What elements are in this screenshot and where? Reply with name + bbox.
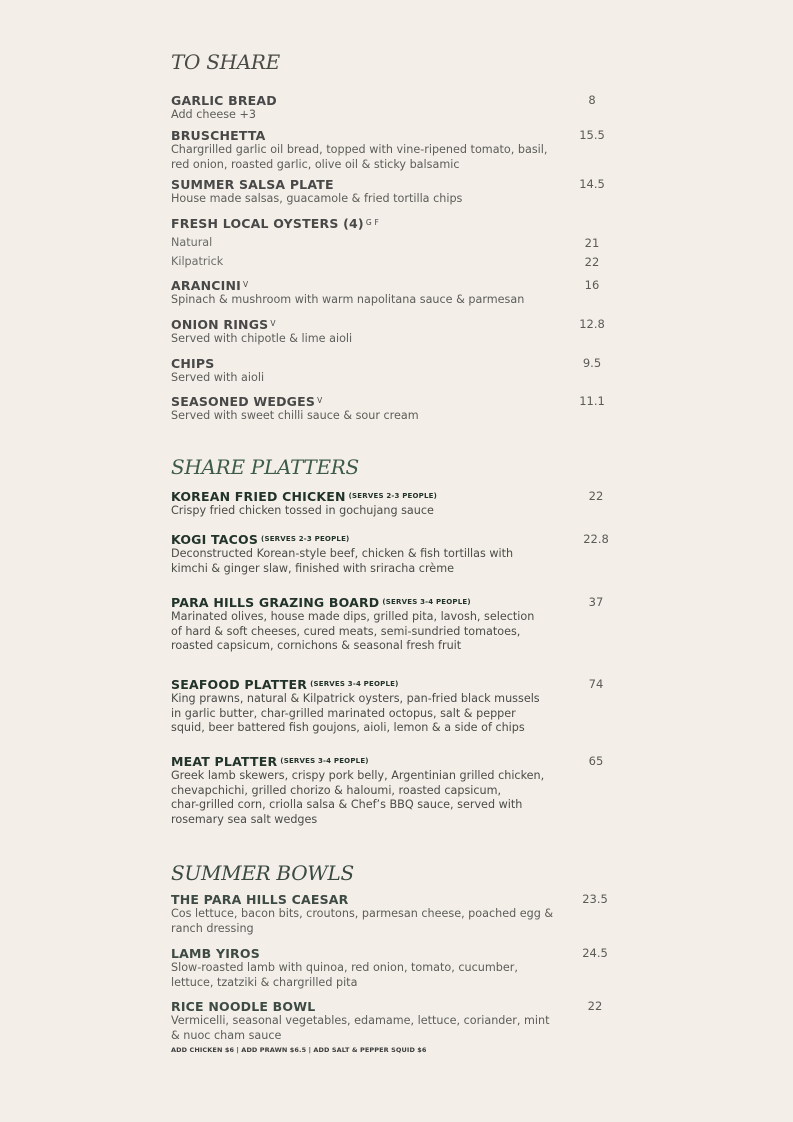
menu-item-lamb-yiros (171, 946, 611, 990)
item-price: 22.8 (583, 532, 609, 546)
item-description: in garlic butter, char-grilled marinated octopus, salt & pepper (171, 706, 516, 720)
item-price: 15.5 (579, 128, 605, 142)
item-price: 24.5 (582, 946, 608, 960)
item-description: lettuce, tzatziki & chargrilled pita (171, 975, 358, 989)
item-price: 23.5 (582, 892, 608, 906)
item-price: 8 (588, 93, 596, 107)
item-description: char-grilled corn, criolla salsa & Chef’s BBQ sauce, served with (171, 798, 523, 811)
item-price: 9.5 (582, 356, 602, 370)
item-description: rosemary sea salt wedges (171, 812, 318, 826)
item-name: MEAT PLATTER (171, 754, 278, 769)
item-name: RICE NOODLE BOWL (171, 999, 316, 1014)
menu-item-para-hills-caesar (171, 892, 611, 936)
item-description: Slow-roasted lamb with quinoa, red onion, tomato, cucumber, (171, 961, 518, 974)
item-description: Marinated olives, house made dips, grilled pita, lavosh, selection (171, 610, 535, 623)
item-name: FRESH LOCAL OYSTERS (4) (171, 216, 364, 231)
add-ons-note: ADD CHICKEN $6 | ADD PRAWN $6.5 | ADD SALT & PEPPER SQUID $6 (171, 1046, 427, 1054)
section-title-summer-bowls: SUMMER BOWLS (171, 861, 354, 885)
item-price: 74 (588, 677, 604, 691)
item-name: SEASONED WEDGES (171, 394, 316, 409)
menu-item-kogi-tacos (171, 532, 611, 576)
item-name: GARLIC BREAD (171, 93, 277, 108)
menu-item-seafood-platter (171, 677, 611, 736)
option-label: Natural (171, 236, 213, 249)
item-description: ranch dressing (171, 921, 254, 935)
menu-item-seasoned-wedges (171, 394, 611, 424)
item-name: KOGI TACOS (171, 532, 259, 547)
section-title-to-share: TO SHARE (171, 50, 280, 74)
item-name: CHIPS (171, 356, 215, 371)
option-price: 21 (584, 236, 600, 250)
menu-item-garlic-bread (171, 93, 611, 123)
vegetarian-tag: V (317, 396, 323, 405)
item-description: Crispy fried chicken tossed in gochujang sauce (171, 504, 434, 517)
menu-item-summer-salsa-plate (171, 177, 611, 207)
serves-note: (SERVES 3-4 PEOPLE) (280, 757, 369, 765)
item-price: 37 (588, 595, 604, 609)
oysters-option-kilpatrick (171, 255, 611, 269)
item-description: squid, beer battered fish goujons, aioli, lemon & a side of chips (171, 721, 525, 734)
item-price: 65 (588, 754, 604, 768)
item-description: Chargrilled garlic oil bread, topped with vine-ripened tomato, basil, (171, 143, 548, 156)
item-price: 22 (587, 999, 603, 1013)
item-description: Served with chipotle & lime aioli (171, 332, 353, 345)
menu-item-arancini (171, 278, 611, 308)
serves-note: (SERVES 2-3 PEOPLE) (348, 492, 438, 500)
item-description: Spinach & mushroom with warm napolitana sauce & parmesan (171, 293, 525, 306)
item-price: 14.5 (579, 177, 605, 191)
item-price: 12.8 (579, 317, 605, 331)
item-name: KOREAN FRIED CHICKEN (171, 489, 346, 504)
oysters-option-natural (171, 236, 611, 250)
item-description: & nuoc cham sauce (171, 1028, 282, 1042)
item-description: kimchi & ginger slaw, finished with sriracha crème (171, 561, 454, 575)
menu-item-korean-fried-chicken (171, 489, 611, 519)
item-description: roasted capsicum, cornichons & seasonal fresh fruit (171, 639, 462, 652)
menu-item-chips (171, 356, 611, 386)
serves-note: (SERVES 3-4 PEOPLE) (310, 680, 399, 688)
menu-item-para-hills-grazing-board (171, 595, 611, 654)
vegetarian-tag: V (270, 319, 276, 328)
option-price: 22 (584, 255, 600, 269)
menu-item-fresh-local-oysters (171, 216, 611, 231)
item-description: King prawns, natural & Kilpatrick oysters, pan-fried black mussels (171, 692, 540, 705)
item-description: House made salsas, guacamole & fried tortilla chips (171, 192, 463, 205)
item-name: ONION RINGS (171, 317, 269, 332)
item-price: 16 (584, 278, 600, 292)
item-description: red onion, roasted garlic, olive oil & sticky balsamic (171, 157, 460, 171)
item-name: PARA HILLS GRAZING BOARD (171, 595, 380, 610)
item-name: BRUSCHETTA (171, 128, 266, 143)
menu-item-bruschetta (171, 128, 611, 172)
item-description: chevapchichi, grilled chorizo & haloumi, roasted capsicum, (171, 783, 502, 797)
item-description: Vermicelli, seasonal vegetables, edamame, lettuce, coriander, mint (171, 1014, 550, 1027)
item-price: 11.1 (579, 394, 605, 408)
section-title-share-platters: SHARE PLATTERS (171, 455, 359, 479)
item-description: Greek lamb skewers, crispy pork belly, Argentinian grilled chicken, (171, 769, 545, 782)
item-name: LAMB YIROS (171, 946, 260, 961)
serves-note: (SERVES 2-3 PEOPLE) (261, 535, 350, 543)
menu-item-rice-noodle-bowl (171, 999, 611, 1054)
item-name: THE PARA HILLS CAESAR (171, 892, 349, 907)
vegetarian-tag: V (242, 280, 249, 289)
item-description: Served with sweet chilli sauce & sour cream (171, 409, 419, 422)
item-name: ARANCINI (171, 278, 241, 293)
item-description: of hard & soft cheeses, cured meats, semi-sundried tomatoes, (171, 624, 521, 638)
item-description: Served with aioli (171, 371, 265, 384)
item-name: SUMMER SALSA PLATE (171, 177, 334, 192)
item-name: SEAFOOD PLATTER (171, 677, 308, 692)
serves-note: (SERVES 3-4 PEOPLE) (382, 598, 471, 606)
item-description: Cos lettuce, bacon bits, croutons, parmesan cheese, poached egg & (171, 907, 554, 920)
item-price: 22 (588, 489, 604, 503)
menu-item-meat-platter (171, 754, 611, 827)
item-description: Deconstructed Korean-style beef, chicken & fish tortillas with (171, 547, 514, 560)
menu-item-onion-rings (171, 317, 611, 347)
option-label: Kilpatrick (171, 255, 224, 268)
item-description: Add cheese +3 (171, 108, 256, 121)
gluten-free-tag: G F (365, 218, 379, 227)
